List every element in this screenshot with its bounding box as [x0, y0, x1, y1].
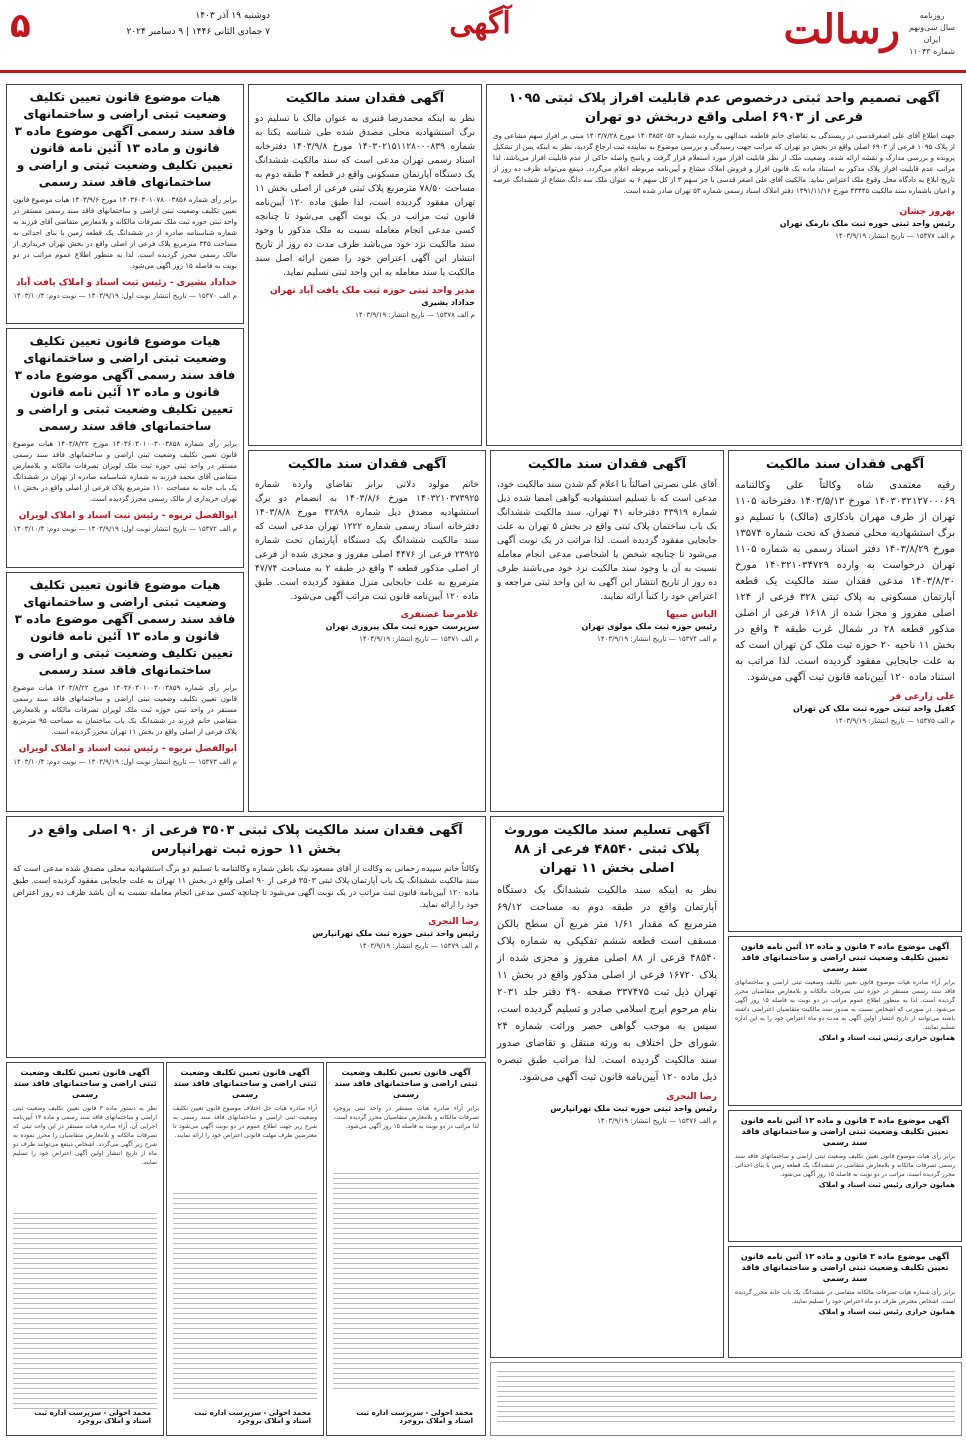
- ad-body-lines: [497, 1371, 955, 1426]
- ad-meta: م الف ۱۵۳۷۶ — تاریخ انتشار: ۱۴۰۳/۹/۱۹: [597, 1117, 717, 1125]
- ad-signature-title: کفیل واحد ثبتی حوزه ثبت ملک کن تهران: [793, 704, 955, 713]
- ad-body: برابر رأی شماره ۱۴۰۳۶۰۳۰۱۰۷۸۰۰۳۸۵۶ مورخ ۱۴۰۳/۹/۶ هیات موضوع قانون تعیین تکلیف وضعیت ثبتی اراضی و ساختمانهای فاقد سند رسمی مستقر در واحد ثبتی حوزه ثبت ملک تصرفات مالکانه و بلامعارض متقاضی آقای فرزند به شماره شناسنامه صادره از در ششدانگ یک قطعه زمین با بنای احداثی به مساحت ۳۴۵ مترمربع پلاک فرعی از اصلی واقع در بخش تهران خریداری از مالک رسمی محرز گردیده است. لذا به منظور اطلاع عموم مراتب در دو نوبت به فاصله ۱۵ روز آگهی می‌شود.: [13, 196, 237, 270]
- ad-signature-name: مدیر واحد ثبتی حوزه ثبت ملک یافت آباد تهران: [269, 286, 475, 296]
- ad-body: وکالتاً خانم سپیده رحمانی به وکالت از آقای مسعود نیک باطن شماره وکالتنامه با تسلیم دو برگ استشهادیه محلی مصدق شده مدعی است که سند مالکیت ششدانگ یک باب آپارتمان پلاک ثبتی ۳۵۰۳ فرعی از ۹۰ اصلی واقع در بخش ۱۱ تهران به علت جابجایی مفقود گردیده است. طبق ماده ۱۲۰ آیین‌نامه قانون ثبت مراتب در یک نوبت آگهی می‌شود تا چنانچه کسی مدعی انجام معامله نسبت به آن باشد ظرف ده روز اعتراض خود را ارائه نماید.: [13, 864, 479, 909]
- ad-bottom-land-1: [6, 1062, 164, 1436]
- date-hijri-gregorian: ۷ جمادی الثانی ۱۴۴۶ | ۹ دسامبر ۲۰۲۴: [126, 27, 270, 37]
- ad-land-status-1: [6, 84, 244, 324]
- meta-line: روزنامه: [919, 11, 945, 20]
- ad-lost-deed-kan: [728, 450, 962, 932]
- ad-body: برابر آراء صادره هیات مستقر در واحد ثبتی بروجرد تصرفات مالکانه و بلامعارض متقاضیان محرز گردیده است. لذا مراتب در دو نوبت به فاصله ۱۵ روز آگهی می‌شود.: [333, 1105, 479, 1130]
- ad-meta: م الف ۱۵۳۷۰ — تاریخ انتشار نوبت اول: ۱۴۰۳/۹/۱۹ — نوبت دوم: ۱۴۰۳/۱۰/۴: [13, 292, 237, 300]
- header-rule: [0, 70, 966, 73]
- ad-title: آگهی موضوع ماده ۳ قانون و ماده ۱۳ آئین نامه قانون تعیین تکلیف وضعیت ثبتی اراضی و ساختمانهای فاقد سند رسمی: [740, 1116, 950, 1147]
- ad-signature-title: رئیس واحد ثبتی حوزه ثبت ملک تهرانپارس: [312, 929, 479, 938]
- ad-body: خانم مولود دلاتی برابر تقاضای وارده شماره ۱۴۰۳۲۱۰۳۷۳۹۲۵ مورخ ۱۴۰۳/۸/۶ به انضمام دو برگ استشهادیه مصدق ذیل شماره ۴۲۸۹۸ مورخ ۱۴۰۳/۸/۸ دفترخانه اسناد رسمی شماره ۱۲۲۲ تهران مدعی است که سند مالکیت ششدانگ یک دستگاه آپارتمان تحت شماره ۲۳۹۲۵ فرعی از ۴۴۷۶ اصلی مفروز و مجزی شده از فرعی از اصلی مذکور قطعه ۳ واقع در طبقه ۲ به مساحت ۴۷/۷۴ مترمربع به علت جابجایی منزل مفقود گردیده است. طبق ماده ۱۲۰ آیین‌نامه قانون ثبت مراتب آگهی می‌شود.: [255, 480, 480, 602]
- ad-signature-name: بهروز جشان: [899, 207, 955, 217]
- ad-small-land-1: [728, 936, 962, 1106]
- ad-body: نظر به دستور ماده ۳ قانون تعیین تکلیف وضعیت ثبتی اراضی و ساختمانهای فاقد سند رسمی و ماده ۱۳ آیین‌نامه اجرایی آن، آراء صادره هیات مستقر در این واحد ثبتی که تصرفات مالکانه و بلامعارض متقاضیان را محرز نموده به شرح زیر آگهی می‌گردد. اشخاص ذینفع می‌توانند ظرف دو ماه از تاریخ انتشار اولین آگهی اعتراض خود را تسلیم نمایند.: [13, 1105, 157, 1166]
- ad-title: آگهی تسلیم سند مالکیت موروث پلاک ثبتی ۴۸۵۴۰ فرعی از ۸۸ اصلی بخش ۱۱ تهران: [504, 823, 710, 876]
- ad-signature-name: الیاس صیها: [666, 610, 717, 620]
- newspaper-logo[interactable]: رسالت: [783, 6, 900, 53]
- ad-signature-name: غلامرضا غضنفری: [400, 610, 479, 620]
- ad-land-status-2: [6, 328, 244, 568]
- ad-body: برابر رأی شماره هیات تصرفات مالکانه متقاضی در ششدانگ یک باب خانه محرز گردیده است. اشخاص معترض ظرف دو ماه اعتراض خود را تسلیم نمایند.: [735, 1289, 955, 1305]
- ad-bottom-land-2: [166, 1062, 324, 1436]
- ad-signature: محمد احولی - سرپرست اداره ثبت اسناد و املاک بروجرد: [356, 1409, 473, 1425]
- ad-footer-strip: [490, 1362, 962, 1436]
- ad-body: رقیه معتمدی شاه وکالتاً علی وکالتنامه ۱۴۰۳۰۳۲۱۲۷۰۰۰۶۹ مورخ ۱۴۰۳/۵/۱۳ دفترخانه ۱۱۰۵ تهران از طرف مهران بادکاری (مالک) با تسلیم دو برگ استشهادیه محلی مصدق که تحت شماره ۱۳۵۷۴ مورخ ۱۴۰۳/۸/۲۹ دفتر اسناد رسمی به شماره ۱۱۰۵ تهران درخواست به وارده ۱۴۰۳۲۱۰۳۴۷۲۹ مورخ ۱۴۰۳/۸/۳۰ مدعی فقدان سند مالکیت یک قطعه آپارتمان مسکونی به پلاک ثبتی ۳۲۸ فرعی از ۱۲۴ اصلی مفروز و مجزا شده از ۱۶۱۸ فرعی از اصلی مذکور قطعه ۲۸ در شمال غرب طبقه ۴ واقع در بخش ۱۱ ناحیه ۲۰ حوزه ثبت ملک کن تهران است که به علت جابجایی مفقود گردیده است. لذا مراتب به استناد ماده ۱۲۰ آیین‌نامه قانون ثبت آگهی می‌شود.: [735, 480, 955, 683]
- ad-title: آگهی فقدان سند مالکیت: [765, 457, 925, 472]
- ad-body: نظر به اینکه محمدرضا قنبری به عنوان مالک با تسلیم دو برگ استشهادیه محلی مصدق شده طی شناسه یکتا به شماره ۱۴۰۳۰۲۱۵۱۱۲۸۰۰۰۸۳۹ مورخ ۱۴۰۳/۹/۸ دفترخانه اسناد رسمی تهران مدعی است که سند مالکیت ششدانگ یک دستگاه آپارتمان مسکونی واقع در قطعه ۴ طبقه دوم به مساحت ۷۸/۵۰ مترمربع پلاک ثبتی فرعی از اصلی بخش ۱۱ تهران مفقود گردیده است، لذا طبق ماده ۱۲۰ آیین‌نامه قانون ثبت مراتب در یک نوبت آگهی می‌شود تا چنانچه کسی مدعی انجام معامله نسبت به ملک مذکور یا وجود سند مالکیت نزد خود می‌باشد ظرف مدت ده روز از تاریخ انتشار این آگهی اعتراض خود را ضمن ارائه اصل سند مالکیت یا سند معامله به این واحد ثبتی تسلیم نماید.: [255, 114, 476, 278]
- ad-title: هیات موضوع قانون تعیین تکلیف وضعیت ثبتی اراضی و ساختمانهای فاقد سند رسمی آگهی موضوع ماده ۳ قانون و ماده ۱۳ آئین نامه قانون تعیین تکلیف وضعیت ثبتی و اراضی و ساختمانهای فاقد سند رسمی: [14, 578, 236, 677]
- ad-signature: ابوالفضل تربوه - رئیس ثبت اسناد و املاک لویزان: [18, 511, 237, 521]
- section-title: آگهی: [449, 6, 511, 41]
- ad-body: نظر به اینکه سند مالکیت ششدانگ یک دستگاه آپارتمان واقع در طبقه دوم به مساحت ۶۹/۱۲ مترمربع که مقدار ۱/۶۱ متر مربع آن سطح بالکن مسقف است قطعه ششم تفکیکی به شماره پلاک ۴۸۵۴۰ فرعی از ۸۸ اصلی مفروز و مجزی شده از پلاک ۱۶۷۲۰ فرعی از اصلی مذکور واقع در بخش ۱۱ تهران ذیل ثبت ۳۳۷۴۷۵ صفحه ۴۹۰ دفتر جلد ۲۰۳۱ بنام مرحوم ایرج اسلامی صادر و تسلیم گردیده است، سپس به موجب گواهی حصر وراثت شماره ۲۴ شورای حل اختلاف به ورثه منتقل و تقاضای صدور سند مالکیت گردیده است. لذا مراتب طبق تبصره ذیل ماده ۱۲۰ آیین‌نامه قانون ثبت آگهی می‌شود.: [497, 885, 717, 1083]
- ad-title: آگهی فقدان سند مالکیت: [527, 457, 687, 472]
- ad-signature: همایون خرازی رئیس ثبت اسناد و املاک: [818, 1034, 955, 1042]
- ad-body: آقای علی نصرتی اصالتاً با اعلام گم شدن سند مالکیت خود، مدعی است که با تسلیم استشهادیه گواهی امضا شده ذیل شماره ۴۳۹۱۹ دفترخانه ۴۱ تهران، سند مالکیت ششدانگ یک باب ساختمان پلاک ثبتی واقع در بخش ۵ تهران به علت جابجایی مفقود گردیده است. لذا مراتب در یک نوبت آگهی می‌شود تا چنانچه شخص یا اشخاصی مدعی انجام معامله نسبت به آن یا وجود سند مالکیت نزد خود می‌باشند ظرف ده روز از تاریخ انتشار این آگهی به این واحد ثبتی مراجعه و اعتراض خود را کتباً ارائه نمایند.: [497, 480, 717, 602]
- ad-signature: همایون خرازی رئیس ثبت اسناد و املاک: [818, 1181, 955, 1189]
- ad-body-lines: [333, 1173, 479, 1393]
- ad-signature-title: خداداد بشیری: [421, 298, 475, 307]
- ad-meta: م الف ۱۵۳۷۴ — تاریخ انتشار: ۱۴۰۳/۹/۱۹: [597, 635, 717, 643]
- ad-title: آگهی فقدان سند مالکیت پلاک ثبتی ۳۵۰۳ فرعی از ۹۰ اصلی واقع در بخش ۱۱ حوزه ثبت تهرانپارس: [29, 823, 463, 857]
- ad-meta: م الف ۱۵۳۷۳ — تاریخ انتشار نوبت اول: ۱۴۰۳/۹/۱۹ — نوبت دوم: ۱۴۰۳/۱۰/۴: [13, 758, 237, 766]
- ad-body: برابر رأی شماره ۱۴۰۳۶۰۳۰۱۰۰۳۰۰۳۸۵۸ مورخ ۱۴۰۳/۸/۲۲ هیات موضوع قانون تعیین تکلیف وضعیت ثبتی اراضی و ساختمانهای فاقد سند رسمی مستقر در واحد ثبتی حوزه ثبت ملک لویزان تصرفات مالکانه و بلامعارض متقاضی آقای محمد فرزند به شماره شناسنامه صادره از تهران در ششدانگ یک باب خانه به مساحت ۱۱۰ مترمربع پلاک فرعی از اصلی واقع در بخش ۱۱ تهران خریداری از مالک رسمی محرز گردیده است.: [13, 440, 237, 503]
- ad-signature-name: رضا النجری: [428, 917, 479, 927]
- ad-meta: م الف ۱۵۳۷۵ — تاریخ انتشار: ۱۴۰۳/۹/۱۹: [835, 717, 955, 725]
- ad-affraz-decision: [486, 84, 962, 446]
- ad-signature-title: رئیس حوزه ثبت ملک مولوی تهران: [581, 622, 717, 631]
- ad-signature-name: علی زارعی فر: [889, 692, 955, 702]
- date-persian: دوشنبه ۱۹ آذر ۱۴۰۳: [195, 11, 270, 21]
- ad-body: برابر رأی هیات موضوع قانون تعیین تکلیف وضعیت ثبتی اراضی و ساختمانهای فاقد سند رسمی تصرفات مالکانه و بلامعارض متقاضی در ششدانگ یک قطعه زمین با بنای احداثی محرز گردیده است. مراتب در دو نوبت به فاصله ۱۵ روز آگهی می‌شود.: [735, 1153, 955, 1178]
- ad-body: آراء صادره هیات حل اختلاف موضوع قانون تعیین تکلیف وضعیت ثبتی اراضی و ساختمانهای فاقد سند رسمی به شرح زیر جهت اطلاع عموم در دو نوبت آگهی می‌شود تا معترضین ظرف مهلت قانونی اعتراض خود را ارائه نمایند.: [173, 1105, 317, 1139]
- meta-line: سال سی‌ونهم: [909, 23, 955, 32]
- ad-small-land-2: [728, 1110, 962, 1242]
- ad-body: برابر رأی شماره ۱۴۰۳۶۰۳۰۱۰۰۳۰۰۳۸۵۹ مورخ ۱۴۰۳/۸/۲۲ هیات موضوع قانون تعیین تکلیف وضعیت ثبتی اراضی و ساختمانهای فاقد سند رسمی مستقر در واحد ثبتی حوزه ثبت ملک لویزان تصرفات مالکانه و بلامعارض متقاضی خانم فرزند در ششدانگ یک باب ساختمان به مساحت ۹۵ مترمربع پلاک فرعی از اصلی واقع در بخش ۱۱ تهران محرز گردیده است.: [13, 684, 237, 736]
- ad-body-lines: [13, 1213, 157, 1413]
- ad-body: جهت اطلاع آقای علی اصغرقدسی در ریسندگی به تقاضای خانم فاطمه عبدالهی به وارده شماره ۱۴۰۳۸۵۲۰۵۲ مورخ ۱۴۰۳/۷/۲۸ مبنی بر افراز سهم مشاعی وی از پلاک ۱۰۹۵ فرعی از ۶۹۰۳ اصلی واقع در بخش دو تهران که مراتب جهت رسیدگی و بررسی موضوع به نماینده ثبت ارجاع گردید، نظر به اینکه پس از تشکیل پرونده و بررسی مدارک و نقشه ارائه شده، وضعیت ملک از نظر قابلیت افراز مورد استعلام قرار گرفت و پاسخ واصله حاکی از عدم قابلیت افراز می‌باشد، لذا مراتب عدم قابلیت افراز پلاک مذکور به استناد ماده یک قانون افراز و فروش املاک مشاع و آیین‌نامه مربوطه اعلام می‌گردد. ذینفع می‌تواند ظرف ده روز از تاریخ ابلاغ به دادگاه محل وقوع ملک اعتراض نماید. مالکیت آقای علی اصغر قدسی با جز سهم ۳ از کل سهم ۶ به عنوان ملک سه دانگ مشاع از ششدانگ عرصه و اعیان باشماره سند مالکیت ۴۳۴۴۵ مورخ ۱۳۹۱/۱۱/۱۶ دفتر املاک اسناد رسمی شماره ۵۳ تهران صادر شده است.: [493, 132, 955, 195]
- ad-signature-name: رضا النجری: [666, 1092, 717, 1102]
- ad-signature: محمد احولی - سرپرست اداره ثبت اسناد و املاک بروجرد: [34, 1409, 151, 1425]
- ad-body-lines: [173, 1193, 317, 1403]
- ad-lost-deed-yaftabad: [248, 84, 482, 446]
- ad-title: آگهی قانون تعیین تکلیف وضعیت ثبتی اراضی و ساختمانهای فاقد سند رسمی: [173, 1068, 317, 1099]
- ad-signature: همایون خرازی رئیس ثبت اسناد و املاک: [818, 1308, 955, 1316]
- ad-lost-deed-tehranpars-3503: [6, 816, 486, 1058]
- logo-area: [710, 6, 960, 64]
- ad-lost-deed-molavi: [490, 450, 724, 812]
- meta-line: ایران: [923, 35, 941, 44]
- masthead: [0, 0, 966, 68]
- ad-body: برابر آراء صادره هیات موضوع قانون تعیین تکلیف وضعیت ثبتی اراضی و ساختمانهای فاقد سند رسمی مستقر در حوزه ثبتی تصرفات مالکانه و بلامعارض متقاضیان محرز گردیده است. لذا به منظور اطلاع عموم مراتب در دو نوبت به فاصله ۱۵ روز آگهی می‌شود. در صورتی که اشخاص نسبت به صدور سند مالکیت متقاضیان اعتراضی داشته باشند می‌توانند از تاریخ انتشار اولین آگهی به مدت دو ماه اعتراض خود را به این اداره تسلیم نمایند.: [735, 979, 955, 1031]
- ad-meta: م الف ۱۵۳۷۸ — تاریخ انتشار: ۱۴۰۳/۹/۱۹: [355, 311, 475, 319]
- ad-meta: م الف ۱۵۳۷۷ — تاریخ انتشار: ۱۴۰۳/۹/۱۹: [835, 232, 955, 240]
- ad-title: آگهی قانون تعیین تکلیف وضعیت ثبتی اراضی و ساختمانهای فاقد سند رسمی: [13, 1068, 157, 1099]
- ad-land-status-3: [6, 572, 244, 812]
- ad-title: آگهی تصمیم واحد ثبتی درخصوص عدم قابلیت افراز پلاک ثبتی ۱۰۹۵ فرعی از ۶۹۰۳ اصلی واقع دربخش دو تهران: [508, 91, 940, 125]
- ad-signature-title: رئیس واحد ثبتی حوزه ثبت ملک نارمک تهران: [779, 219, 955, 228]
- ad-meta: م الف ۱۵۳۷۹ — تاریخ انتشار: ۱۴۰۳/۹/۱۹: [359, 942, 479, 950]
- ad-meta: م الف ۱۵۳۷۱ — تاریخ انتشار: ۱۴۰۳/۹/۱۹: [359, 635, 479, 643]
- ad-title: آگهی قانون تعیین تکلیف وضعیت ثبتی اراضی و ساختمانهای فاقد سند رسمی: [334, 1068, 478, 1099]
- ad-inherited-deed-48540: [490, 816, 724, 1358]
- ad-lost-deed-pirouzi: [248, 450, 486, 812]
- ad-signature: ابوالفضل تربوه - رئیس ثبت اسناد و املاک لویزان: [18, 744, 237, 754]
- ad-small-land-3: [728, 1246, 962, 1358]
- ad-title: هیات موضوع قانون تعیین تکلیف وضعیت ثبتی اراضی و ساختمانهای فاقد سند رسمی آگهی موضوع ماده ۳ قانون و ماده ۱۳ آئین نامه قانون تعیین تکلیف وضعیت ثبتی و اراضی و ساختمانهای فاقد سند رسمی: [14, 90, 236, 189]
- ad-title: آگهی فقدان سند مالکیت: [285, 91, 445, 106]
- page-number: ۵: [10, 6, 31, 46]
- ad-bottom-land-3: [326, 1062, 486, 1436]
- ad-signature-title: رئیس واحد ثبتی حوزه ثبت ملک تهرانپارس: [550, 1104, 717, 1113]
- ad-title: آگهی موضوع ماده ۳ قانون و ماده ۱۳ آئین نامه قانون تعیین تکلیف وضعیت ثبتی اراضی و ساختمانهای فاقد سند رسمی: [740, 1252, 950, 1283]
- ad-signature-title: سرپرست حوزه ثبت ملک پیروزی تهران: [325, 622, 479, 631]
- ad-signature: خداداد بشیری - رئیس ثبت اسناد و املاک یافت آباد: [15, 278, 237, 288]
- ad-title: آگهی موضوع ماده ۳ قانون و ماده ۱۳ آئین نامه قانون تعیین تکلیف وضعیت ثبتی اراضی و ساختمانهای فاقد سند رسمی: [740, 942, 950, 973]
- meta-line: شماره ۱۱۰۴۳: [909, 47, 955, 56]
- ad-signature: محمد احولی - سرپرست اداره ثبت اسناد و املاک بروجرد: [194, 1409, 311, 1425]
- ad-title: هیات موضوع قانون تعیین تکلیف وضعیت ثبتی اراضی و ساختمانهای فاقد سند رسمی آگهی موضوع ماده ۳ قانون و ماده ۱۳ آئین نامه قانون تعیین تکلیف وضعیت ثبتی و اراضی و ساختمانهای فاقد سند رسمی: [14, 334, 236, 433]
- ad-title: آگهی فقدان سند مالکیت: [287, 457, 447, 472]
- logo-meta: [904, 10, 960, 58]
- date-block: [70, 8, 270, 40]
- ad-meta: م الف ۱۵۳۷۲ — تاریخ انتشار نوبت اول: ۱۴۰۳/۹/۱۹ — نوبت دوم: ۱۴۰۳/۱۰/۴: [13, 525, 237, 533]
